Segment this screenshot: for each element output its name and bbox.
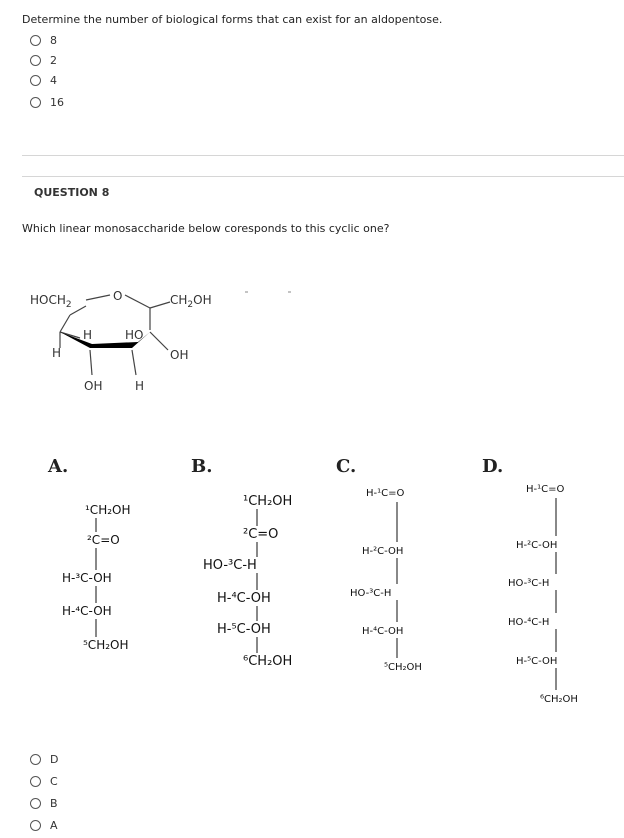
carbon-3: HO-³C-H — [350, 588, 392, 599]
structure-a — [40, 450, 180, 670]
option-label: 2 — [50, 53, 57, 67]
oh-label: OH — [84, 379, 103, 393]
carbon-4: H-⁴C-OH — [62, 604, 112, 618]
option-label: 4 — [50, 73, 57, 87]
question8-prompt: Which linear monosaccharide below coresponds to this cyclic one? — [22, 222, 390, 235]
q7-option-1[interactable] — [30, 33, 57, 47]
radio-button[interactable] — [30, 75, 41, 86]
carbon-2: H-²C-OH — [362, 546, 404, 557]
q8-option-c[interactable] — [30, 774, 58, 788]
q7-option-4[interactable] — [30, 95, 64, 109]
radio-button[interactable] — [30, 776, 41, 787]
option-label: 8 — [50, 33, 57, 47]
h-label: H — [83, 328, 93, 342]
carbon-6: ⁶CH₂OH — [243, 654, 293, 669]
option-label: D — [50, 752, 59, 766]
ho-label: HO — [125, 328, 144, 342]
q8-option-b[interactable] — [30, 796, 58, 810]
carbon-4: H-⁴C-OH — [217, 591, 271, 606]
radio-button[interactable] — [30, 35, 41, 46]
ring-oxygen: O — [113, 289, 123, 303]
q7-option-2[interactable] — [30, 53, 57, 67]
option-label: B — [50, 796, 58, 810]
cyclic-structure-diagram — [0, 270, 320, 410]
structure-c — [330, 450, 480, 680]
radio-button[interactable] — [30, 754, 41, 765]
carbon-3: HO-³C-H — [508, 578, 550, 589]
divider — [22, 176, 624, 177]
option-label: A — [50, 818, 58, 832]
structure-d — [476, 450, 624, 720]
carbon-4: H-⁴C-OH — [362, 626, 404, 637]
question8-title: QUESTION 8 — [34, 186, 110, 199]
carbon-6: ⁶CH₂OH — [540, 694, 578, 705]
carbon-2: ²C=O — [87, 533, 120, 547]
carbon-3: HO-³C-H — [203, 558, 257, 573]
carbon-2: ²C=O — [243, 527, 279, 542]
carbon-1: H-¹C=O — [366, 488, 405, 499]
carbon-2: H-²C-OH — [516, 540, 558, 551]
carbon-1: ¹CH₂OH — [243, 494, 293, 509]
structure-label: C. — [336, 456, 357, 477]
radio-button[interactable] — [30, 798, 41, 809]
option-label: 16 — [50, 95, 64, 109]
structure-b — [185, 450, 335, 680]
structure-label: D. — [482, 456, 504, 477]
radio-button[interactable] — [30, 97, 41, 108]
hoch2-label: $HOCH_2$ — [30, 293, 72, 310]
carbon-5: ⁵CH₂OH — [384, 662, 422, 673]
carbon-1: ¹CH₂OH — [85, 503, 131, 517]
carbon-1: H-¹C=O — [526, 484, 565, 495]
option-label: C — [50, 774, 58, 788]
oh-label: OH — [170, 348, 189, 362]
radio-button[interactable] — [30, 55, 41, 66]
q8-option-d[interactable] — [30, 752, 58, 766]
carbon-5: H-⁵C-OH — [516, 656, 558, 667]
radio-button[interactable] — [30, 820, 41, 831]
h-label: H — [135, 379, 145, 393]
structure-label: B. — [191, 456, 213, 477]
ch2oh-label: $CH_2OH$ — [170, 293, 212, 310]
carbon-5: H-⁵C-OH — [217, 622, 271, 637]
q8-option-a[interactable] — [30, 818, 58, 832]
q7-option-3[interactable] — [30, 73, 57, 87]
carbon-5: ⁵CH₂OH — [83, 638, 129, 652]
h-label: H — [52, 346, 62, 360]
divider — [22, 155, 624, 156]
structure-label: A. — [48, 456, 69, 477]
question7-prompt: Determine the number of biological forms that can exist for an aldopentose. — [22, 13, 443, 26]
carbon-3: H-³C-OH — [62, 571, 112, 585]
carbon-4: HO-⁴C-H — [508, 617, 550, 628]
